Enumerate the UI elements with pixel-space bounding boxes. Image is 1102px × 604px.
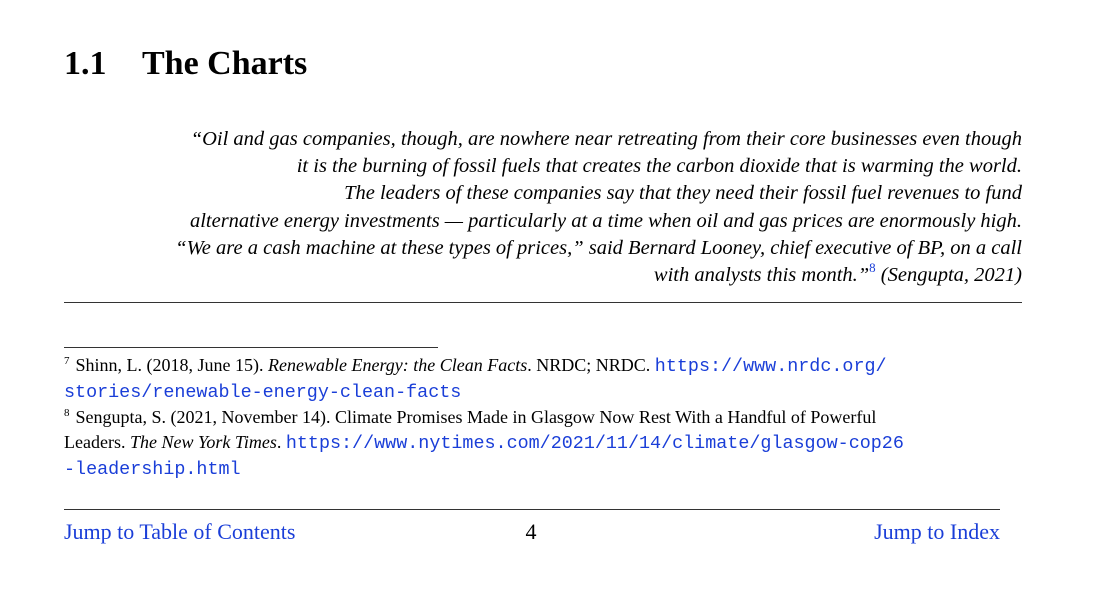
footnote-text: . NRDC; NRDC. [527,355,655,375]
footnote-marker: 7 [64,355,70,367]
footnote-text: Sengupta, S. (2021, November 14). Climate Promises Made in Glasgow Now Rest With a Handful of Powerful [75,407,877,427]
section-heading [64,44,307,84]
footnote-title: The New York Times [129,432,277,452]
footnote-url-link[interactable]: https://www.nrdc.org/ [654,356,887,377]
quote-line: with analysts this month.” [653,264,870,287]
block-quote [60,126,1022,289]
footnote-url-link[interactable]: https://www.nytimes.com/2021/11/14/climate/glasgow-cop26 [285,433,904,454]
footnote-text: Shinn, L. (2018, June 15). [75,355,268,375]
quote-line: The leaders of these companies say that they need their fossil fuel revenues to fund [344,182,1022,205]
jump-to-index-link[interactable]: Jump to Index [874,519,1000,544]
quote-line: “We are a cash machine at these types of prices,” said Bernard Looney, chief executive of BP, on a call [175,236,1022,259]
page-number: 4 [525,519,537,544]
quote-last-line [60,262,1022,289]
footnote-title: Renewable Energy: the Clean Facts [268,355,528,375]
footnote-text: Leaders. [64,432,130,452]
footer-divider [64,509,1000,510]
footnote-text: . [276,432,286,452]
quote-line: it is the burning of fossil fuels that creates the carbon dioxide that is warming the world. [296,155,1022,178]
footnote-8 [64,405,1004,430]
jump-to-toc-link[interactable]: Jump to Table of Contents [64,519,296,544]
footnote-divider [64,347,438,348]
footnote-8-cont2 [64,456,1004,482]
footnote-ref-link[interactable]: 8 [869,260,876,276]
footnote-marker: 8 [64,407,70,419]
quote-divider [64,302,1022,303]
footnote-url-link[interactable]: -leadership.html [64,459,241,480]
footnote-url-link[interactable]: stories/renewable-energy-clean-facts [64,382,462,403]
footnotes [64,353,1004,482]
footnote-7-cont [64,379,1004,405]
footnote-8-cont [64,430,1004,456]
footnote-7 [64,353,1004,379]
section-title: The Charts [142,45,308,82]
section-number: 1.1 [64,45,107,82]
quote-line: “Oil and gas companies, though, are nowhere near retreating from their core businesses even though [190,128,1022,150]
quote-citation: (Sengupta, 2021) [880,264,1022,287]
quote-line: alternative energy investments — particularly at a time when oil and gas prices are enormously high. [189,209,1022,232]
